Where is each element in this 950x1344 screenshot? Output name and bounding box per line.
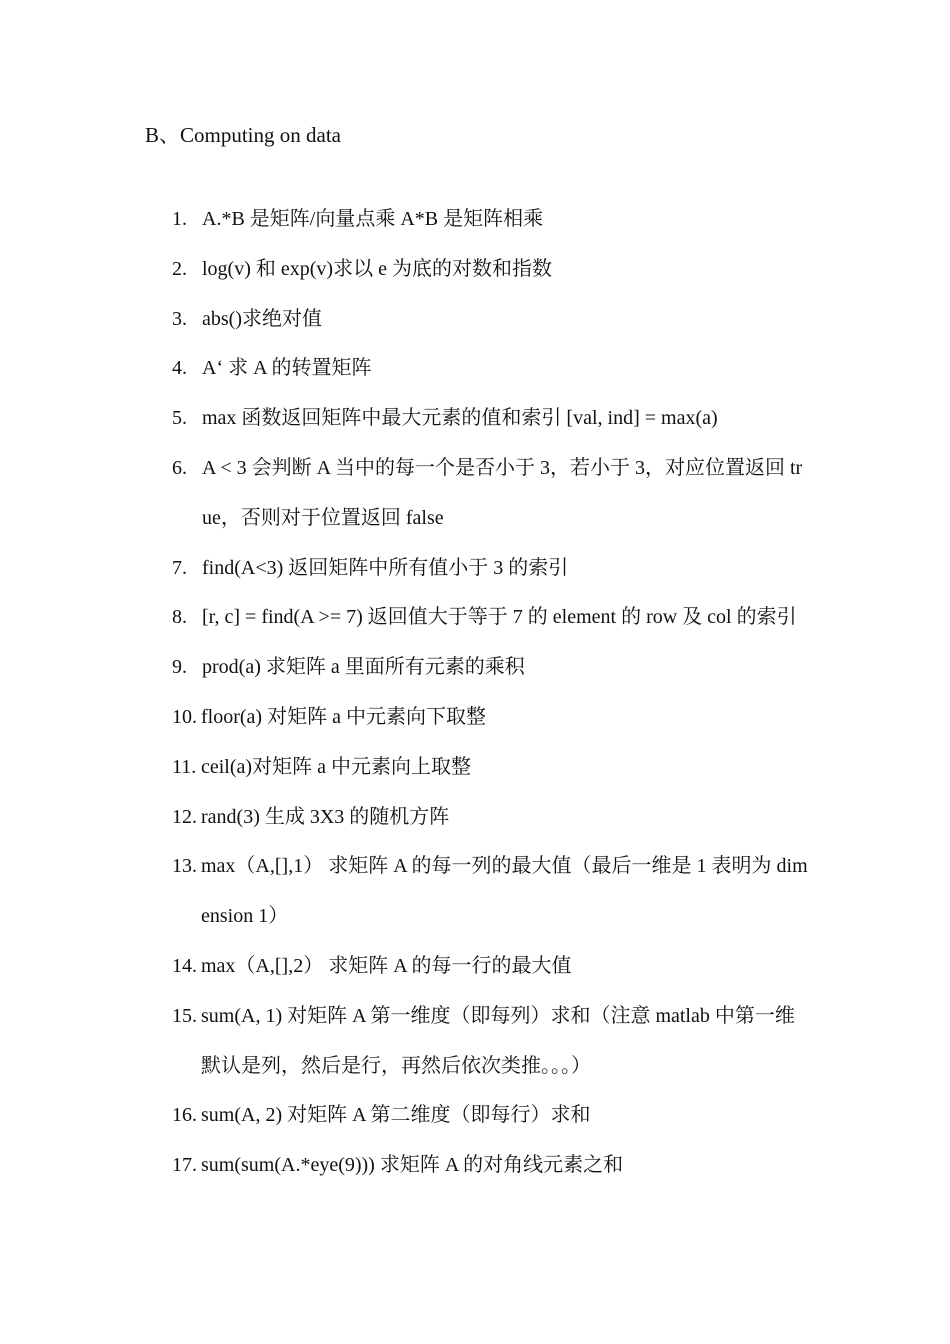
item-number: 8. [172,606,187,629]
item-text: A < 3 会判断 A 当中的每一个是否小于 3，若小于 3，对应位置返回 true，否则对于位置返回 false [202,456,803,529]
list-item [172,195,812,245]
item-text: abs()求绝对值 [202,307,322,330]
list-item [172,1091,812,1141]
item-number: 1. [172,208,187,230]
item-number: 7. [172,556,187,579]
item-text: sum(A, 2) 对矩阵 A 第二维度（即每行）求和 [201,1104,591,1127]
item-number: 9. [172,656,187,679]
item-text: ceil(a)对矩阵 a 中元素向上取整 [201,755,471,778]
item-number: 13. [172,855,197,878]
item-text: A‘ 求 A 的转置矩阵 [202,357,372,380]
item-text: [r, c] = find(A >= 7) 返回值大于等于 7 的 element 的 row 及 col 的索引 [202,606,797,629]
list-item [172,842,812,942]
item-text: sum(A, 1) 对矩阵 A 第一维度（即每列）求和（注意 matlab 中第一维默认是列，然后是行，再然后依次类推。。。） [201,1004,795,1077]
list-item [172,444,812,544]
item-number: 16. [172,1104,197,1127]
list-item [172,344,812,394]
item-number: 11. [172,755,197,778]
item-text: A.*B 是矩阵/向量点乘 A*B 是矩阵相乘 [202,208,544,230]
item-text: floor(a) 对矩阵 a 中元素向下取整 [201,705,486,728]
list-item [172,693,812,743]
list-item [172,992,812,1092]
item-number: 12. [172,805,197,828]
list-item [172,394,812,444]
item-list [172,195,812,1191]
item-text: prod(a) 求矩阵 a 里面所有元素的乘积 [202,656,525,679]
item-text: find(A<3) 返回矩阵中所有值小于 3 的索引 [202,556,569,579]
list-item [172,295,812,345]
item-number: 5. [172,407,187,430]
list-item [172,593,812,643]
list-item [172,544,812,594]
item-text: max（A,[],2） 求矩阵 A 的每一行的最大值 [201,954,572,977]
list-item [172,793,812,843]
section-title: B、Computing on data [145,123,341,147]
item-number: 17. [172,1154,197,1177]
item-text: max 函数返回矩阵中最大元素的值和索引 [val, ind] = max(a) [202,407,718,430]
list-item [172,1141,812,1191]
item-text: log(v) 和 exp(v)求以 e 为底的对数和指数 [202,257,552,280]
item-text: sum(sum(A.*eye(9))) 求矩阵 A 的对角线元素之和 [201,1154,624,1177]
list-item [172,245,812,295]
item-number: 14. [172,954,197,977]
item-number: 15. [172,1004,197,1027]
list-item [172,942,812,992]
item-text: max（A,[],1） 求矩阵 A 的每一列的最大值（最后一维是 1 表明为 dimension 1） [201,855,808,928]
item-number: 2. [172,257,187,280]
list-item [172,643,812,693]
item-number: 3. [172,307,187,330]
list-item [172,743,812,793]
item-number: 4. [172,357,187,380]
item-number: 6. [172,456,187,479]
item-number: 10. [172,705,197,728]
item-text: rand(3) 生成 3X3 的随机方阵 [201,805,450,828]
